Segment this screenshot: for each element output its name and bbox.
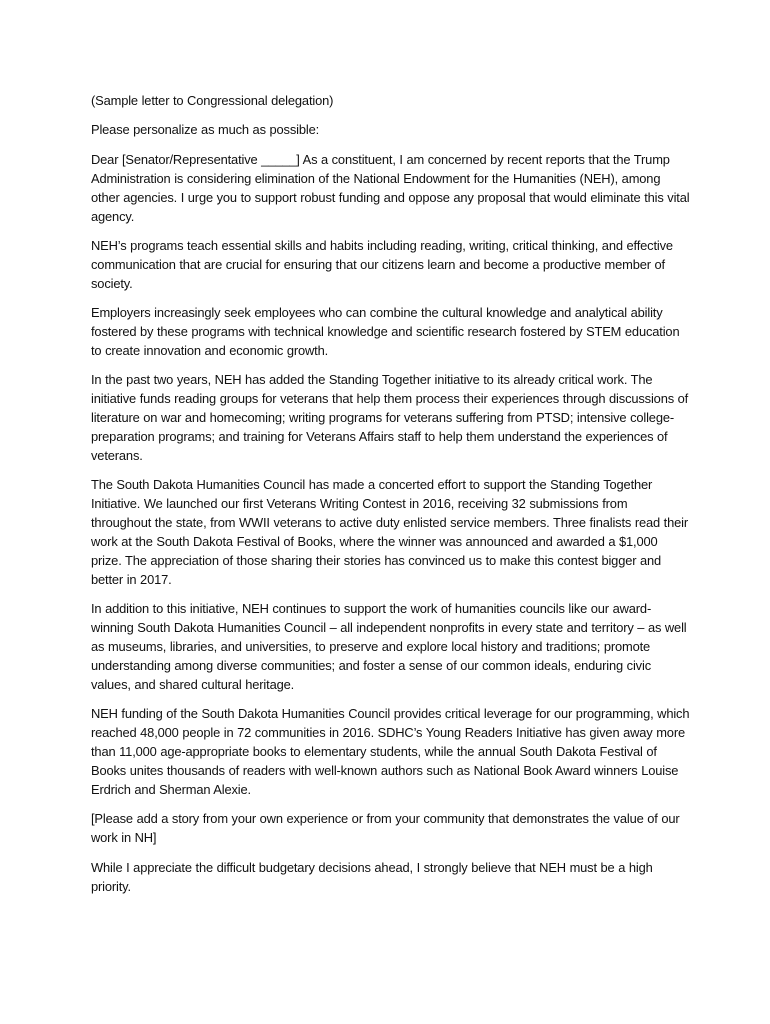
employers-paragraph: Employers increasingly seek employees who can combine the cultural knowledge and analytical ability fostered by these programs with technical knowledge and scientific research fostered by STEM education to create innovation and economic growth.: [91, 305, 680, 358]
letter-instruction: Please personalize as much as possible:: [91, 122, 320, 138]
sd-humanities-council-paragraph: The South Dakota Humanities Council has made a concerted effort to support the Standing Together Initiative. We launched our first Veterans Writing Contest in 2016, receiving 32 submissions from throughout the state, from WWII veterans to active duty enlisted service members. Three finalists read their work at the South Dakota Festival of Books, where the winner was announced and awarded a $1,000 prize. The appreciation of those sharing their stories has convinced us to make this contest bigger and better in 2017.: [91, 477, 688, 587]
letter-heading: (Sample letter to Congressional delegation): [91, 93, 334, 108]
neh-programs-paragraph: NEH’s programs teach essential skills and habits including reading, writing, critical thinking, and effective communication that are crucial for ensuring that our citizens learn and become a productive member of society.: [91, 237, 673, 291]
councils-support-paragraph: In addition to this initiative, NEH continues to support the work of humanities councils like our award-winning South Dakota Humanities Council – all independent nonprofits in every state and territory – as well as museums, libraries, and universities, to preserve and explore local history and traditions; promote understanding among diverse communities; and foster a sense of our common ideals, enduring civic values, and shared cultural heritage.: [91, 601, 687, 692]
salutation-paragraph: Dear [Senator/Representative _____] As a constituent, I am concerned by recent reports that the Trump Administration is considering elimination of the National Endowment for the Humanities (NEH), among other agencies. I urge you to support robust funding and oppose any proposal that would eliminate this vital agency.: [91, 151, 690, 224]
standing-together-paragraph: In the past two years, NEH has added the Standing Together initiative to its already critical work. The initiative funds reading groups for veterans that help them process their experiences through discussions of literature on war and homecoming; writing programs for veterans suffering from PTSD; intensive college-preparation programs; and training for Veterans Affairs staff to help them understand the experiences of veterans.: [91, 372, 689, 463]
closing-paragraph: While I appreciate the difficult budgetary decisions ahead, I strongly believe that NEH must be a high priority.: [91, 859, 653, 894]
personal-story-placeholder: [Please add a story from your own experience or from your community that demonstrates the value of our work in NH]: [91, 811, 680, 846]
neh-funding-paragraph: NEH funding of the South Dakota Humanities Council provides critical leverage for our programming, which reached 48,000 people in 72 communities in 2016. SDHC’s Young Readers Initiative has given away more than 11,000 age-appropriate books to elementary students, while the annual South Dakota Festival of Books unites thousands of readers with well-known authors such as National Book Award winners Louise Erdrich and Sherman Alexie.: [91, 706, 690, 797]
letter-body: [91, 92, 691, 907]
